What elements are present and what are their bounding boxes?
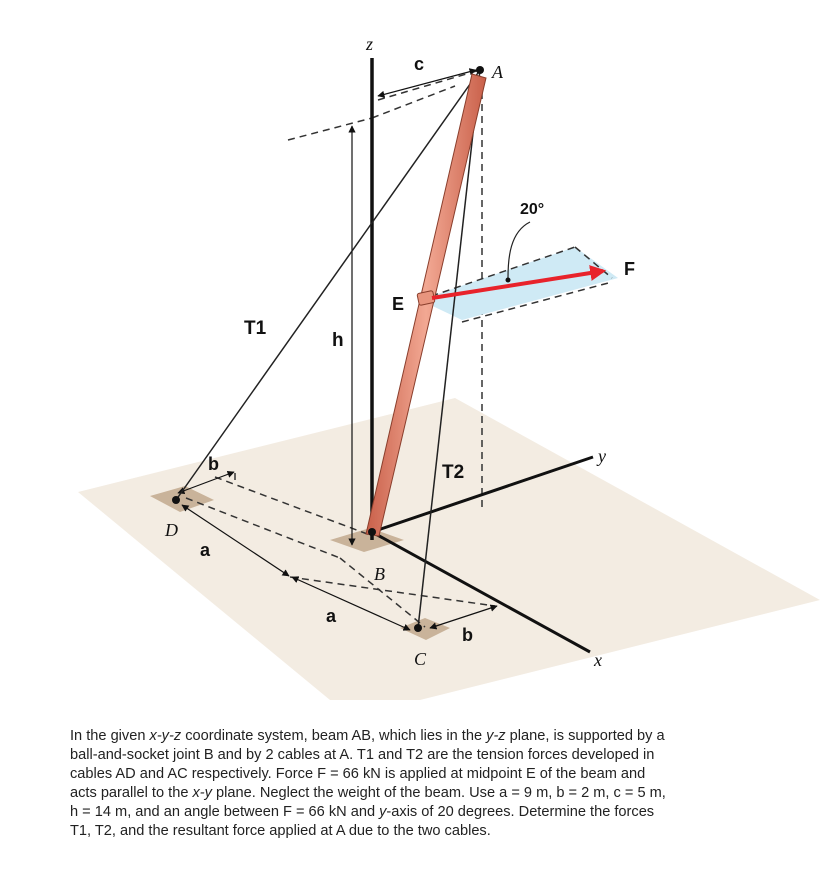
label-dim-a-left: a: [200, 540, 211, 560]
point-c-dot: [414, 624, 422, 632]
problem-italic-term: x-y-z: [149, 728, 182, 744]
label-dim-b-right: b: [462, 625, 473, 645]
label-dim-a-right: a: [326, 606, 337, 626]
label-tension-t2: T2: [442, 462, 465, 483]
label-x-axis: x: [594, 650, 602, 670]
label-tension-t1: T1: [244, 318, 267, 339]
label-dim-b-left: b: [208, 454, 219, 474]
problem-italic-term: y: [379, 804, 387, 820]
label-point-a: A: [492, 62, 503, 82]
label-y-axis: y: [598, 446, 606, 466]
point-b-dot: [368, 528, 376, 536]
label-angle: 20°: [520, 201, 545, 218]
label-point-b: B: [374, 564, 385, 584]
problem-italic-term: x-y: [192, 785, 212, 801]
label-z-axis: z: [366, 34, 374, 54]
dim-c-arrow: [378, 70, 476, 96]
label-point-e: E: [392, 294, 405, 314]
problem-statement: In the given x-y-z coordinate system, beam AB, which lies in the y-z plane, is supported by a ball-and-socket joint B and by 2 cables at A. T1 and T2 are the tension forces developed in cables AD and AC respectively. Force F = 66 kN is applied at midpoint E of the beam and acts parallel to the x-y plane. Neglect the weight of the beam. Use a = 9 m, b = 2 m, c = 5 m, h = 14 m, and an angle between F = 66 kN and y-axis of 20 degrees. Determine the forces T1, T2, and the resultant force applied at A due to the two cables.: [70, 728, 666, 839]
angle-20-dot: [506, 278, 511, 283]
label-point-c: C: [414, 649, 427, 669]
point-a-dot: [476, 66, 484, 74]
problem-italic-term: y-z: [486, 728, 506, 744]
point-d-dot: [172, 496, 180, 504]
label-dim-c: c: [414, 54, 425, 74]
label-point-d: D: [165, 520, 178, 540]
label-dim-h: h: [332, 330, 344, 351]
ground-plane: [78, 398, 820, 700]
label-force-f: F: [624, 259, 635, 279]
